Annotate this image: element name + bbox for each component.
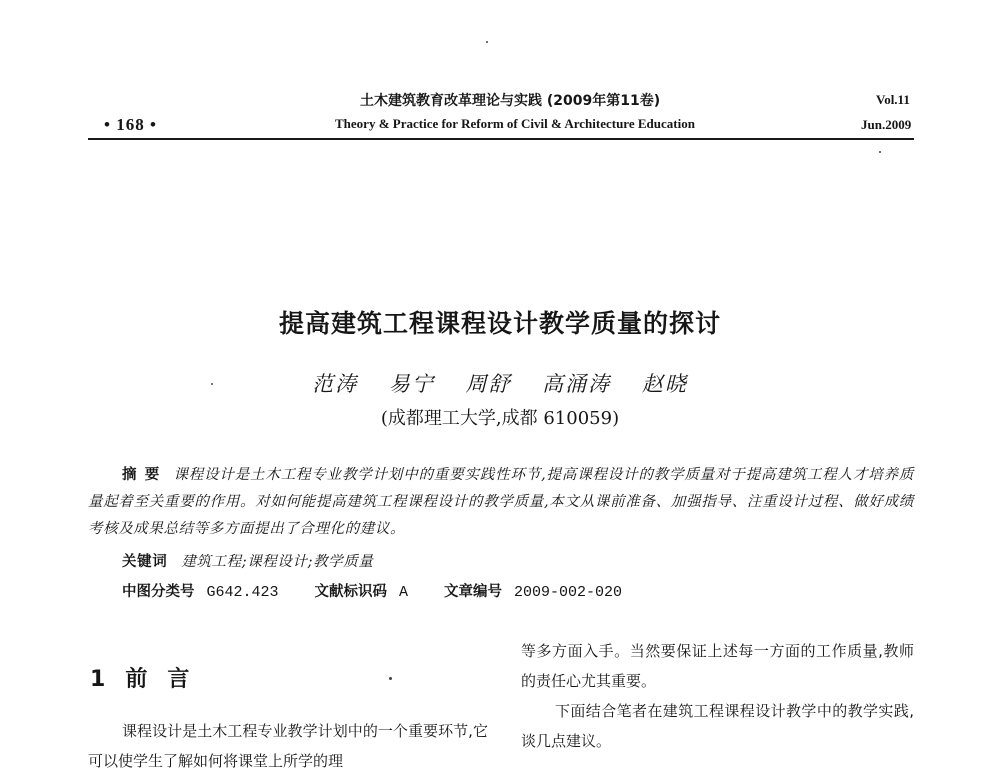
abstract bbox=[88, 462, 914, 543]
section-heading bbox=[90, 662, 209, 693]
article-no-label: 文章编号 bbox=[444, 584, 503, 600]
keywords bbox=[122, 550, 373, 571]
scan-speck bbox=[486, 41, 488, 43]
doc-code-value: A bbox=[399, 584, 409, 601]
article-no-value: 2009-002-020 bbox=[514, 584, 623, 601]
paper-title: 提高建筑工程课程设计教学质量的探讨 bbox=[278, 309, 721, 338]
affiliation: (成都理工大学,成都 610059) bbox=[380, 408, 620, 429]
issue-date: Jun.2009 bbox=[861, 117, 912, 132]
right-paragraph-2: 下面结合笔者在建筑工程课程设计教学中的教学实践,谈几点建议。 bbox=[521, 702, 914, 750]
clc-label: 中图分类号 bbox=[122, 584, 195, 600]
scan-speck bbox=[389, 677, 392, 680]
section-title: 前言 bbox=[125, 667, 210, 692]
keywords-label: 关键词 bbox=[122, 554, 168, 570]
journal-title-cn: 土木建筑教育改革理论与实践 (2009年第11卷) bbox=[360, 93, 661, 109]
scan-speck bbox=[879, 151, 881, 153]
page-number: • 168 • bbox=[104, 115, 157, 134]
author-list: 范涛 易宁 周舒 高涌涛 赵晓 bbox=[312, 372, 688, 396]
clc-value: G642.423 bbox=[206, 584, 279, 601]
section-number: 1 bbox=[90, 667, 106, 692]
journal-title-en: Theory & Practice for Reform of Civil & Architecture Education bbox=[335, 116, 695, 131]
abstract-label: 摘要 bbox=[122, 467, 168, 483]
classification-line bbox=[122, 580, 622, 601]
keywords-text: 建筑工程;课程设计;教学质量 bbox=[181, 554, 374, 570]
volume: Vol.11 bbox=[876, 92, 910, 107]
right-paragraph-1: 等多方面入手。当然要保证上述每一方面的工作质量,教师的责任心尤其重要。 bbox=[521, 642, 914, 690]
body-text-right bbox=[521, 636, 914, 756]
body-text-left: 课程设计是土木工程专业教学计划中的一个重要环节,它可以使学生了解如何将课堂上所学的理 bbox=[88, 722, 488, 770]
abstract-text: 课程设计是土木工程专业教学计划中的重要实践性环节,提高课程设计的教学质量对于提高建筑工程人才培养质量起着至关重要的作用。对如何能提高建筑工程课程设计的教学质量,本文从课前准备、加强指导、注重设计过程、做好成绩考核及成果总结等多方面提出了合理化的建议。 bbox=[88, 467, 915, 537]
header-rule bbox=[88, 138, 914, 140]
doc-code-label: 文献标识码 bbox=[314, 584, 388, 600]
